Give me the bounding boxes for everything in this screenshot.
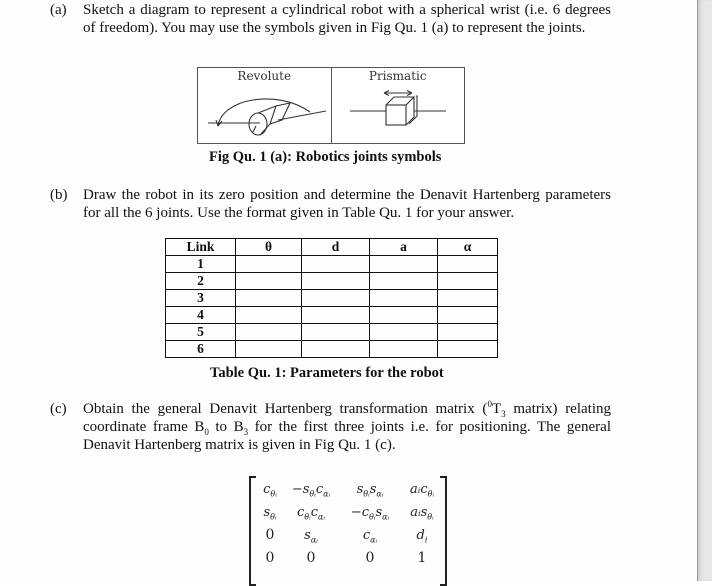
matrix-symbol: T xyxy=(491,401,502,417)
matrix-cell: 1 xyxy=(417,550,427,566)
prismatic-symbol-cell xyxy=(331,68,465,143)
link-number: 3 xyxy=(166,290,236,307)
text-segment: for the first three joints i.e. for positioning. The general Denavit Hartenberg matrix is given in Fig Qu. 1 (c). xyxy=(83,419,611,453)
theta-cell[interactable] xyxy=(236,273,302,290)
question-a-text: Sketch a diagram to represent a cylindrical robot with a spherical wrist (i.e. 6 degrees of freedom). You may use the symbols given in Fig Qu. 1 (a) to represent the joints. xyxy=(83,2,611,36)
question-b-label: (b) xyxy=(50,187,68,203)
theta-cell[interactable] xyxy=(236,256,302,273)
d-cell[interactable] xyxy=(302,256,370,273)
header-theta: θ xyxy=(236,239,302,256)
matrix-cell: $d_i$ xyxy=(416,528,428,545)
table-row xyxy=(166,290,498,307)
a-cell[interactable] xyxy=(370,290,438,307)
header-d: d xyxy=(302,239,370,256)
table-header-row xyxy=(166,239,498,256)
matrix-cell: $s_{\theta ᵢ}s_{\alpha ᵢ}$ xyxy=(356,482,384,499)
prismatic-joint-icon xyxy=(332,84,466,142)
d-cell[interactable] xyxy=(302,290,370,307)
text-segment: Obtain the general Denavit Hartenberg transformation matrix ( xyxy=(83,401,488,417)
matrix-cell: $c_{\theta ᵢ}c_{\alpha ᵢ}$ xyxy=(296,505,325,522)
theta-cell[interactable] xyxy=(236,290,302,307)
table-caption: Table Qu. 1: Parameters for the robot xyxy=(210,365,444,381)
matrix-cell: aᵢs$_{\theta ᵢ}$ xyxy=(410,505,434,522)
matrix-cell: $s_{\alpha ᵢ}$ xyxy=(304,528,318,545)
link-number: 1 xyxy=(166,256,236,273)
dh-parameters-table xyxy=(165,238,498,358)
matrix-cell: 0 xyxy=(365,550,375,566)
matrix-grid xyxy=(257,478,443,570)
d-cell[interactable] xyxy=(302,273,370,290)
alpha-cell[interactable] xyxy=(438,273,498,290)
link-number: 5 xyxy=(166,324,236,341)
alpha-cell[interactable] xyxy=(438,341,498,358)
table-row xyxy=(166,307,498,324)
alpha-cell[interactable] xyxy=(438,324,498,341)
prismatic-label: Prismatic xyxy=(368,69,427,83)
matrix-cell: $s_{\theta ᵢ}$ xyxy=(263,505,277,522)
frame-from-subscript: 0 xyxy=(204,427,209,437)
table-row xyxy=(166,341,498,358)
d-cell[interactable] xyxy=(302,341,370,358)
d-cell[interactable] xyxy=(302,307,370,324)
alpha-cell[interactable] xyxy=(438,290,498,307)
dh-transformation-matrix xyxy=(249,476,447,586)
link-number: 4 xyxy=(166,307,236,324)
matrix-cell: $c_{\alpha ᵢ}$ xyxy=(362,528,378,545)
matrix-cell: 0 xyxy=(265,527,275,543)
frame-to-subscript: 3 xyxy=(243,427,249,437)
question-c-label: (c) xyxy=(50,401,67,417)
question-c-text xyxy=(83,400,611,454)
a-cell[interactable] xyxy=(370,341,438,358)
theta-cell[interactable] xyxy=(236,324,302,341)
revolute-label: Revolute xyxy=(237,69,292,83)
header-link: Link xyxy=(166,239,236,256)
left-bracket xyxy=(249,476,256,586)
a-cell[interactable] xyxy=(370,307,438,324)
header-a: a xyxy=(370,239,438,256)
text-segment: to B xyxy=(208,419,244,435)
matrix-cell: 0 xyxy=(265,550,275,566)
header-alpha: α xyxy=(438,239,498,256)
figure-caption: Fig Qu. 1 (a): Robotics joints symbols xyxy=(209,149,442,165)
revolute-joint-icon xyxy=(198,84,332,142)
theta-cell[interactable] xyxy=(236,341,302,358)
link-number: 6 xyxy=(166,341,236,358)
revolute-symbol-cell xyxy=(198,68,331,143)
link-number: 2 xyxy=(166,273,236,290)
side-scroll-panel[interactable] xyxy=(697,0,712,581)
table-row xyxy=(166,256,498,273)
text-segment: matrix) relating coordinate frame B xyxy=(83,401,612,435)
a-cell[interactable] xyxy=(370,273,438,290)
matrix-subscript: 3 xyxy=(501,409,506,419)
d-cell[interactable] xyxy=(302,324,370,341)
matrix-cell: $-c_{\theta ᵢ}s_{\alpha ᵢ}$ xyxy=(350,505,390,522)
matrix-cell: 0 xyxy=(306,550,316,566)
theta-cell[interactable] xyxy=(236,307,302,324)
question-b-text: Draw the robot in its zero position and determine the Denavit Hartenberg parameters for all the 6 joints. Use the format given in Table Qu. 1 for your answer. xyxy=(83,187,611,221)
matrix-cell: aᵢc$_{\theta ᵢ}$ xyxy=(409,482,435,499)
table-row xyxy=(166,324,498,341)
matrix-cell: $c_{\theta ᵢ}$ xyxy=(263,482,277,499)
joint-symbols-figure xyxy=(197,67,465,144)
table-row xyxy=(166,273,498,290)
matrix-superscript: 0 xyxy=(487,399,492,409)
alpha-cell[interactable] xyxy=(438,307,498,324)
alpha-cell[interactable] xyxy=(438,256,498,273)
matrix-cell: $-s_{\theta ᵢ}c_{\alpha ᵢ}$ xyxy=(291,482,331,499)
a-cell[interactable] xyxy=(370,324,438,341)
question-a-label: (a) xyxy=(50,2,67,18)
a-cell[interactable] xyxy=(370,256,438,273)
